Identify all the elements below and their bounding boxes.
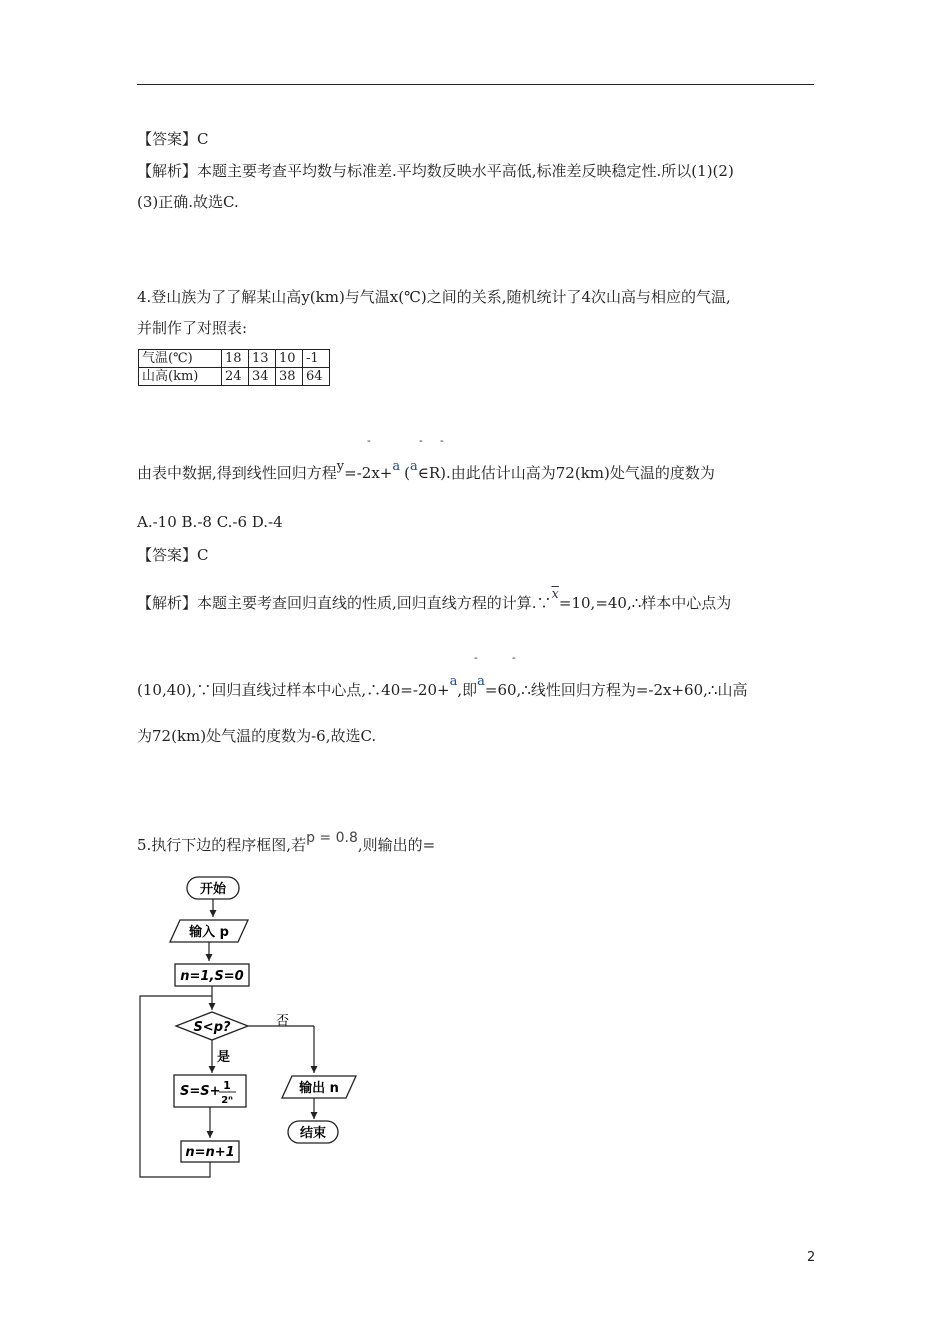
- program-flowchart: [130, 870, 370, 1190]
- table-cell: 64: [303, 368, 330, 386]
- q4-eq-a: a: [392, 459, 401, 474]
- hat-mark: -: [440, 434, 444, 447]
- q5-stem: [137, 830, 436, 855]
- table-cell: 24: [222, 368, 249, 386]
- header-rule: [137, 84, 814, 85]
- q4-regression-line: [137, 459, 715, 483]
- q4-analysis-l2-b: ,即: [457, 681, 478, 699]
- flow-no-label: 否: [276, 1014, 290, 1029]
- q3-analysis-line2: (3)正确.故选C.: [137, 193, 239, 211]
- table-cell: 18: [222, 350, 249, 368]
- flow-frac-den: 2ⁿ: [221, 1095, 233, 1106]
- q4-eq-y: y: [336, 459, 345, 474]
- q4-stem-line2: 并制作了对照表:: [137, 319, 248, 337]
- flow-start-label: 开始: [199, 882, 227, 897]
- q4-analysis-line2: [137, 674, 748, 700]
- flow-frac-num: 1: [223, 1079, 231, 1092]
- table-row-header: 气温(℃): [139, 350, 222, 368]
- table-cell: 34: [249, 368, 276, 386]
- q4-analysis-a-hat: a: [449, 674, 458, 689]
- q4-eq-end: ∈R).由此估计山高为72(km)处气温的度数为: [417, 464, 715, 482]
- table-cell: -1: [303, 350, 330, 368]
- q4-answer: 【答案】C: [137, 546, 209, 564]
- data-table: [138, 349, 330, 386]
- flow-init-label: n=1,S=0: [180, 969, 244, 984]
- q4-eq-mid: =-2x+: [344, 464, 393, 482]
- q4-eq-prefix: 由表中数据,得到线性回归方程: [137, 464, 337, 482]
- flow-yes-label: 是: [217, 1050, 231, 1065]
- table-row-temperature: [139, 350, 330, 368]
- q4-analysis-xbar: $\overline{x}$: [551, 587, 559, 602]
- hat-mark: -: [474, 651, 478, 664]
- table-row-height: [139, 368, 330, 386]
- table-row-header: 山高(km): [139, 368, 222, 386]
- table-cell: 13: [249, 350, 276, 368]
- q4-analysis-l2-c: =60,∴线性回归方程为=-2x+60,∴山高: [484, 681, 748, 699]
- q5-stem-b: ,则输出的=: [357, 836, 436, 854]
- q4-analysis-line3: 为72(km)处气温的度数为-6,故选C.: [137, 727, 377, 745]
- q3-analysis-line1: 【解析】本题主要考查平均数与标准差.平均数反映水平高低,标准差反映稳定性.所以(1)(2): [137, 162, 734, 180]
- q4-stem-line1: 4.登山族为了了解某山高y(km)与气温x(℃)之间的关系,随机统计了4次山高与相应的气温,: [137, 288, 731, 306]
- q5-stem-p: p = 0.8: [306, 830, 358, 846]
- hat-mark: -: [419, 434, 423, 447]
- hat-mark: -: [512, 651, 516, 664]
- q4-analysis-a-hat2: a: [477, 674, 485, 689]
- flow-update-s-label: S=S+: [180, 1084, 221, 1099]
- q4-analysis-l1-b: =10,=40,∴样本中心点为: [558, 594, 732, 612]
- flow-end-label: 结束: [299, 1126, 327, 1141]
- table-cell: 38: [276, 368, 303, 386]
- flow-update-n-label: n=n+1: [185, 1145, 235, 1160]
- page-number: 2: [807, 1250, 816, 1265]
- q4-options: A.-10 B.-8 C.-6 D.-4: [137, 513, 283, 531]
- hat-mark: -: [367, 434, 371, 447]
- q4-eq-a2: a: [409, 459, 418, 474]
- flow-input-label: 输入 p: [189, 925, 229, 940]
- q4-analysis-line1: [137, 587, 732, 613]
- q4-analysis-l2-a: (10,40),∵回归直线过样本中心点,∴40=-20+: [137, 681, 450, 699]
- flow-decision-label: S<p?: [193, 1020, 231, 1035]
- table-cell: 10: [276, 350, 303, 368]
- q4-eq-paren: (: [404, 464, 410, 482]
- q5-stem-a: 5.执行下边的程序框图,若: [137, 836, 307, 854]
- flow-output-label: 输出 n: [299, 1081, 339, 1096]
- q4-analysis-l1-a: 【解析】本题主要考查回归直线的性质,回归直线方程的计算.∵: [137, 594, 552, 612]
- q3-answer: 【答案】C: [137, 130, 209, 148]
